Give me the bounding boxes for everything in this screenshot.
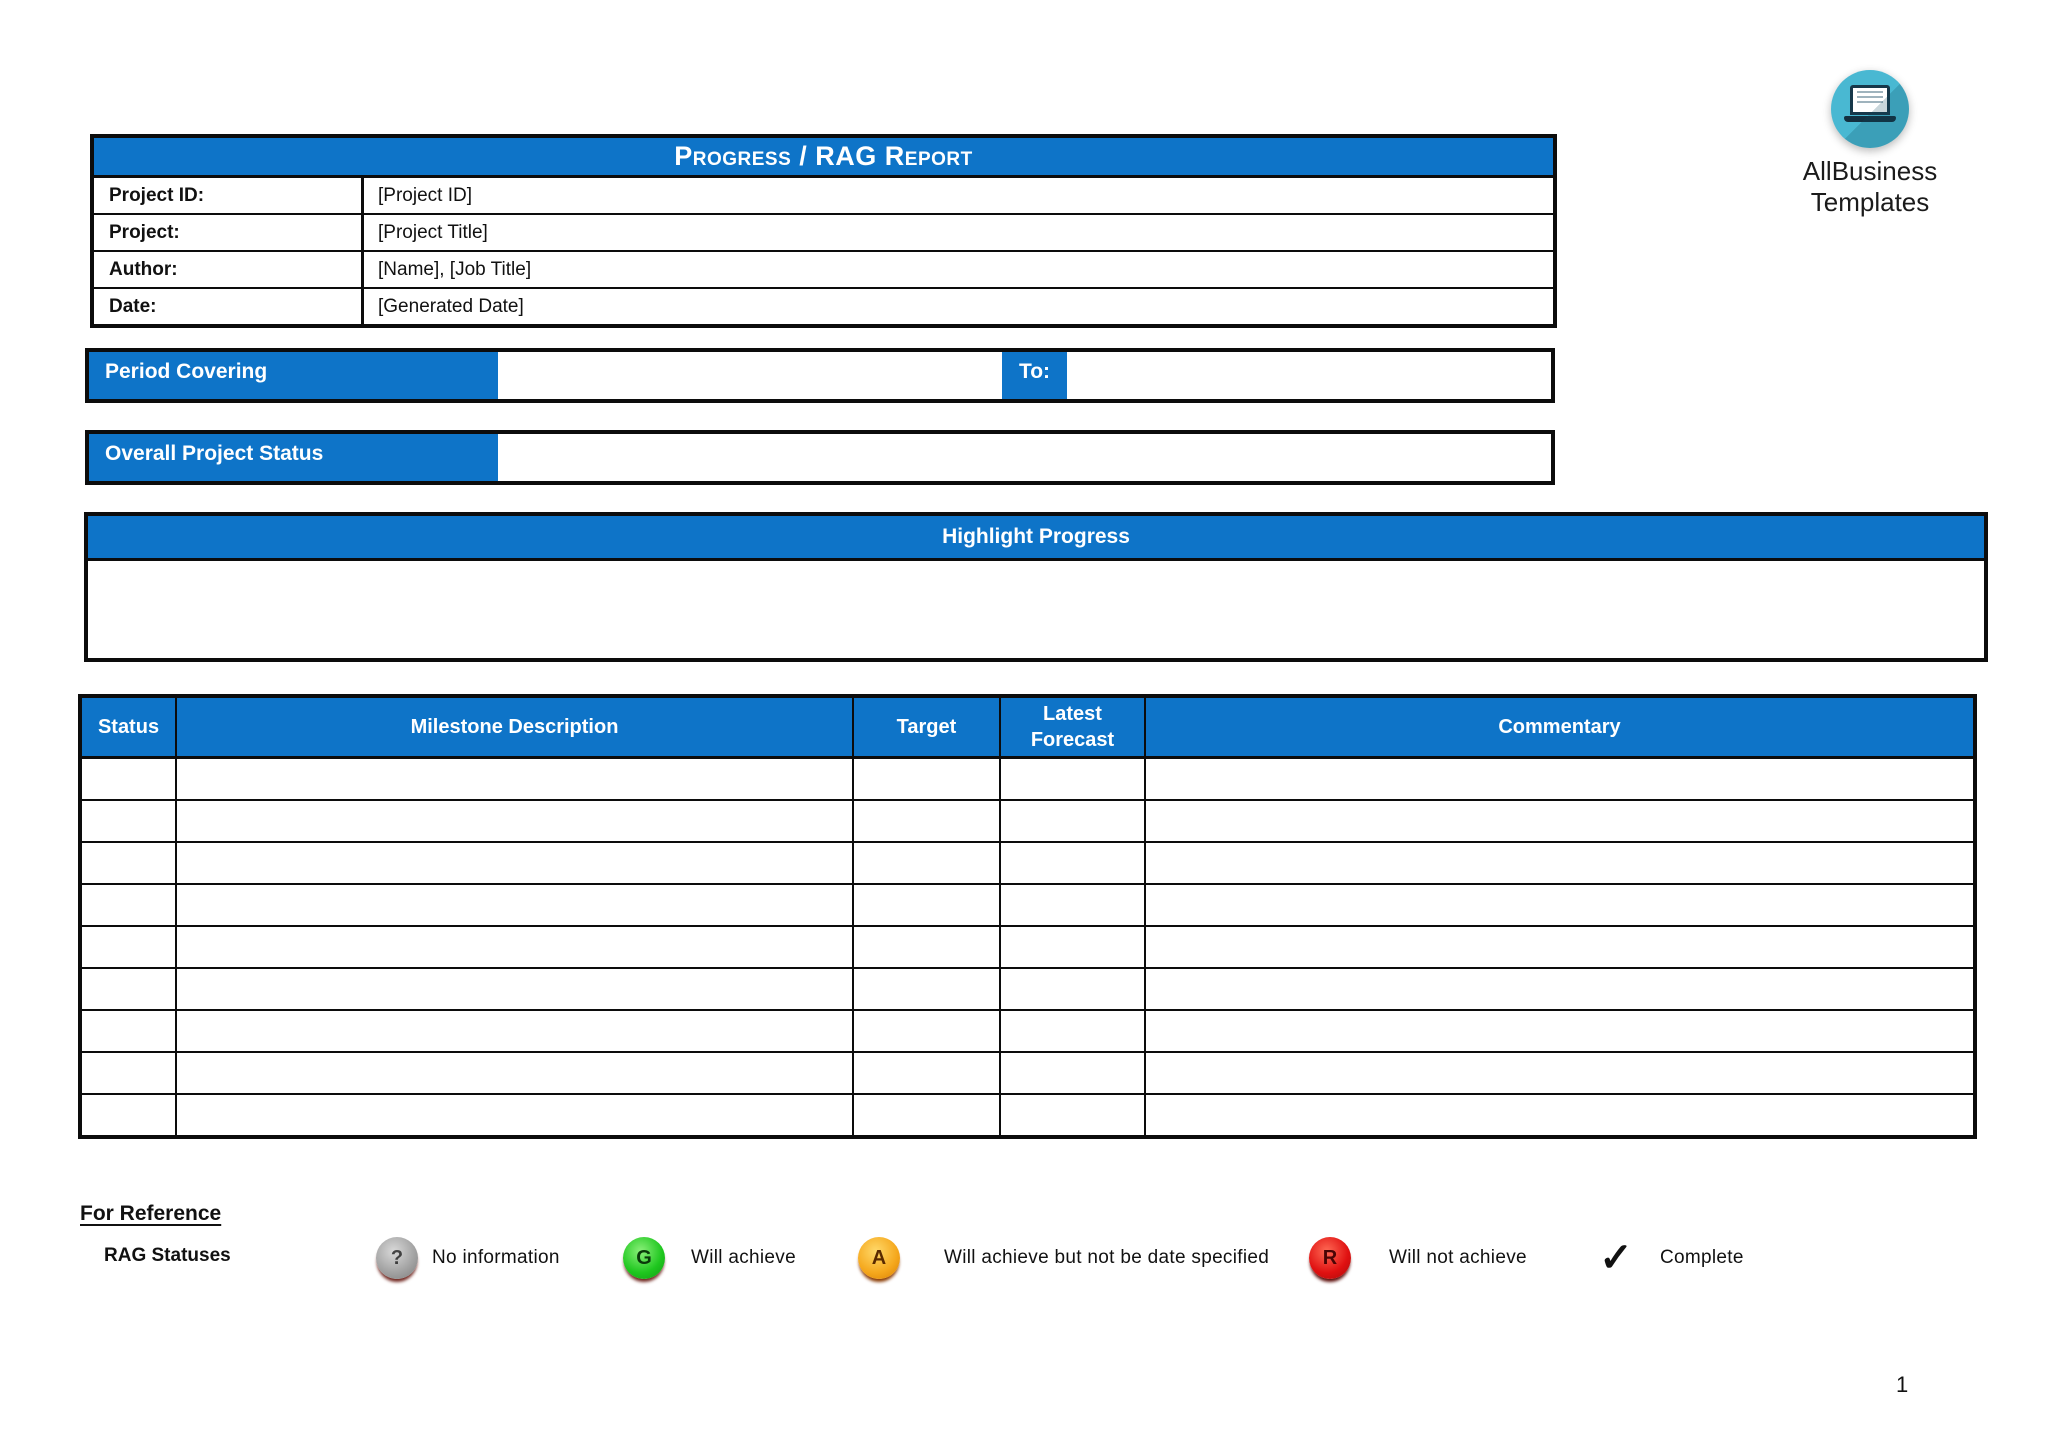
milestone-description-cell[interactable] xyxy=(176,758,853,801)
milestone-row xyxy=(80,758,1975,801)
field-value[interactable]: [Project Title] xyxy=(378,222,488,243)
period-covering-label: Period Covering xyxy=(89,352,498,399)
field-value[interactable]: [Project ID] xyxy=(378,185,472,206)
highlight-progress-title: Highlight Progress xyxy=(88,516,1984,561)
column-header-commentary: Commentary xyxy=(1145,696,1975,758)
milestone-status-cell[interactable] xyxy=(80,800,176,842)
highlight-progress-section xyxy=(84,512,1988,662)
page-number: 1 xyxy=(1896,1372,1909,1397)
milestone-description-cell[interactable] xyxy=(176,926,853,968)
milestone-target-cell[interactable] xyxy=(853,926,1000,968)
column-header-forecast: Latest Forecast xyxy=(1000,696,1145,758)
field-label: Author: xyxy=(94,252,364,287)
rag-statuses-label: RAG Statuses xyxy=(104,1245,231,1266)
report-field-row xyxy=(94,287,1553,324)
rag-legend xyxy=(0,1236,2048,1282)
column-header-description: Milestone Description xyxy=(176,696,853,758)
laptop-icon xyxy=(1831,70,1909,148)
red-status-icon: R xyxy=(1309,1237,1351,1279)
milestone-status-cell[interactable] xyxy=(80,1094,176,1137)
milestone-target-cell[interactable] xyxy=(853,968,1000,1010)
milestone-description-cell[interactable] xyxy=(176,1094,853,1137)
milestone-commentary-cell[interactable] xyxy=(1145,842,1975,884)
for-reference-heading: For Reference xyxy=(80,1202,222,1225)
milestone-target-cell[interactable] xyxy=(853,842,1000,884)
milestone-status-cell[interactable] xyxy=(80,926,176,968)
rag-status-item xyxy=(1598,1236,1744,1280)
milestone-commentary-cell[interactable] xyxy=(1145,968,1975,1010)
column-header-target: Target xyxy=(853,696,1000,758)
overall-status-row xyxy=(85,430,1555,485)
rag-status-label: No information xyxy=(432,1247,560,1268)
milestone-forecast-cell[interactable] xyxy=(1000,1094,1145,1137)
column-header-status: Status xyxy=(80,696,176,758)
laptop-screen-glyph xyxy=(1850,85,1890,115)
milestone-forecast-cell[interactable] xyxy=(1000,926,1145,968)
milestone-status-cell[interactable] xyxy=(80,1010,176,1052)
overall-status-label: Overall Project Status xyxy=(89,434,498,481)
milestone-status-cell[interactable] xyxy=(80,968,176,1010)
milestone-row xyxy=(80,884,1975,926)
milestone-status-cell[interactable] xyxy=(80,884,176,926)
brand-logo xyxy=(1800,64,1940,218)
field-value[interactable]: [Generated Date] xyxy=(378,296,524,317)
question-status-icon: ? xyxy=(376,1237,418,1279)
milestone-status-cell[interactable] xyxy=(80,758,176,801)
milestone-row xyxy=(80,926,1975,968)
report-field-row xyxy=(94,178,1553,213)
rag-status-item xyxy=(1309,1236,1527,1280)
period-from-field[interactable] xyxy=(498,352,1002,399)
milestone-row xyxy=(80,1010,1975,1052)
milestone-target-cell[interactable] xyxy=(853,1094,1000,1137)
field-value[interactable]: [Name], [Job Title] xyxy=(378,259,532,280)
check-icon: ✓ xyxy=(1599,1236,1633,1280)
milestone-row xyxy=(80,800,1975,842)
brand-name-line2: Templates xyxy=(1810,187,1930,217)
report-title: Progress / RAG Report xyxy=(94,138,1553,178)
rag-status-label: Will achieve xyxy=(691,1247,796,1268)
field-label: Date: xyxy=(94,289,364,324)
rag-status-label: Will not achieve xyxy=(1389,1247,1527,1268)
milestone-row xyxy=(80,1094,1975,1137)
milestone-commentary-cell[interactable] xyxy=(1145,926,1975,968)
period-to-label: To: xyxy=(1002,352,1067,399)
milestone-description-cell[interactable] xyxy=(176,1010,853,1052)
milestones-header-row xyxy=(80,696,1975,758)
rag-status-item xyxy=(376,1236,560,1280)
milestone-row xyxy=(80,842,1975,884)
overall-status-field[interactable] xyxy=(498,434,1551,481)
report-header-table xyxy=(90,134,1557,328)
milestone-row xyxy=(80,1052,1975,1094)
milestone-target-cell[interactable] xyxy=(853,884,1000,926)
milestone-description-cell[interactable] xyxy=(176,884,853,926)
milestone-target-cell[interactable] xyxy=(853,758,1000,801)
rag-status-label: Will achieve but not be date specified xyxy=(944,1247,1270,1268)
rag-status-label: Complete xyxy=(1660,1247,1744,1268)
laptop-base-glyph xyxy=(1844,116,1896,122)
milestone-description-cell[interactable] xyxy=(176,1052,853,1094)
milestone-commentary-cell[interactable] xyxy=(1145,1010,1975,1052)
green-status-icon: G xyxy=(623,1237,665,1279)
milestone-forecast-cell[interactable] xyxy=(1000,842,1145,884)
field-label: Project ID: xyxy=(94,178,364,213)
report-field-row xyxy=(94,250,1553,287)
milestone-forecast-cell[interactable] xyxy=(1000,758,1145,801)
period-covering-row xyxy=(85,348,1555,403)
highlight-progress-field[interactable] xyxy=(88,561,1984,658)
milestone-description-cell[interactable] xyxy=(176,842,853,884)
milestone-commentary-cell[interactable] xyxy=(1145,758,1975,801)
milestone-forecast-cell[interactable] xyxy=(1000,968,1145,1010)
milestone-row xyxy=(80,968,1975,1010)
milestone-target-cell[interactable] xyxy=(853,1010,1000,1052)
report-field-row xyxy=(94,213,1553,250)
milestone-description-cell[interactable] xyxy=(176,800,853,842)
rag-status-item xyxy=(623,1236,796,1280)
milestone-forecast-cell[interactable] xyxy=(1000,1010,1145,1052)
milestone-forecast-cell[interactable] xyxy=(1000,884,1145,926)
milestone-commentary-cell[interactable] xyxy=(1145,1052,1975,1094)
field-label: Project: xyxy=(94,215,364,250)
milestone-status-cell[interactable] xyxy=(80,1052,176,1094)
period-to-field[interactable] xyxy=(1067,352,1551,399)
milestone-commentary-cell[interactable] xyxy=(1145,800,1975,842)
amber-status-icon: A xyxy=(858,1237,900,1279)
milestone-commentary-cell[interactable] xyxy=(1145,884,1975,926)
rag-status-item xyxy=(858,1236,1269,1280)
milestone-description-cell[interactable] xyxy=(176,968,853,1010)
milestones-table xyxy=(78,694,1977,1139)
milestone-target-cell[interactable] xyxy=(853,800,1000,842)
milestone-forecast-cell[interactable] xyxy=(1000,1052,1145,1094)
milestone-status-cell[interactable] xyxy=(80,842,176,884)
milestone-commentary-cell[interactable] xyxy=(1145,1094,1975,1137)
brand-name-line1: AllBusiness xyxy=(1802,156,1938,186)
milestone-target-cell[interactable] xyxy=(853,1052,1000,1094)
milestone-forecast-cell[interactable] xyxy=(1000,800,1145,842)
